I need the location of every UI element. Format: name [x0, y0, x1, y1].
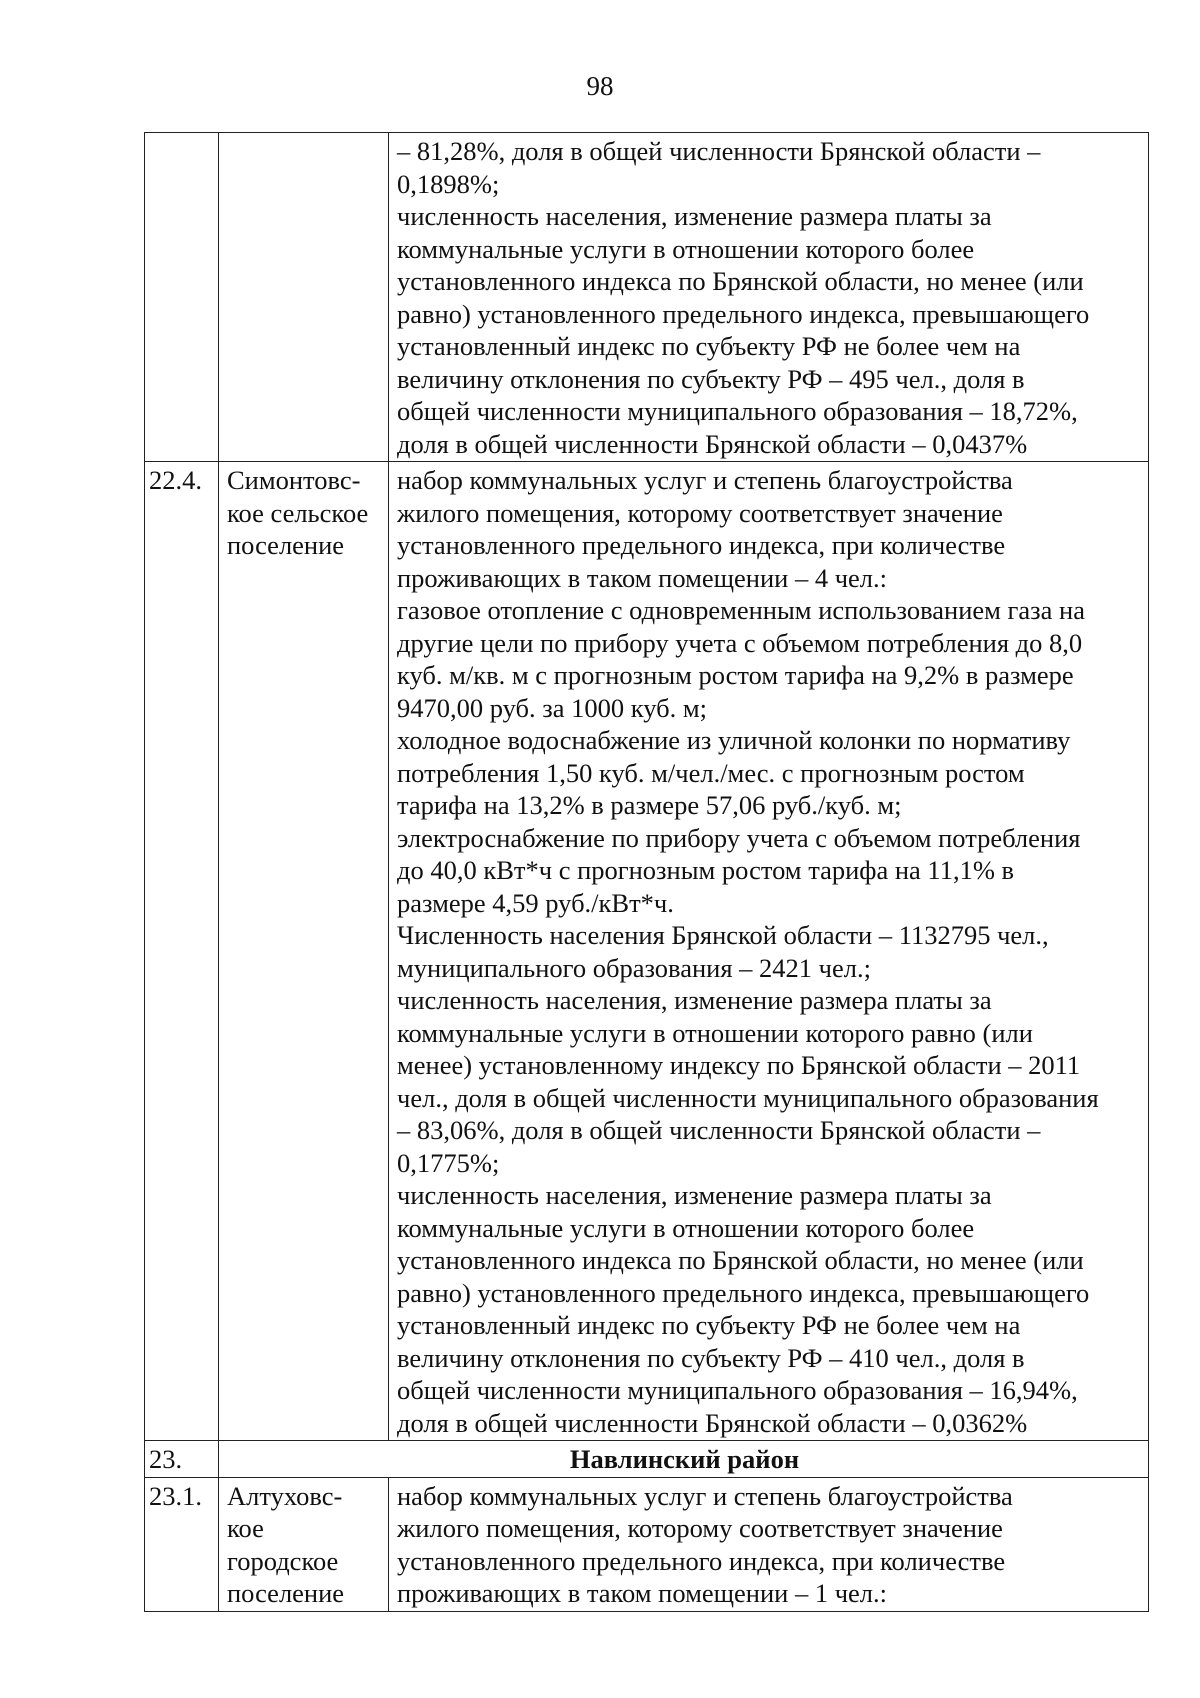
text-line: до 40,0 кВт*ч с прогнозным ростом тарифа на 11,1% в	[397, 855, 1015, 885]
table-row-continuation	[145, 133, 1149, 462]
table-row-23-heading	[145, 1441, 1149, 1478]
text-line: установленного предельного индекса, при количестве	[397, 1545, 1006, 1576]
text-line: жилого помещения, которому соответствует значение	[397, 1513, 1003, 1543]
municipality-name-line: поселение	[227, 1578, 345, 1608]
row-number: 23.	[145, 1441, 219, 1478]
text-line: установленного предельного индекса, при количестве	[397, 530, 1006, 560]
text-line: муниципального образования – 2421 чел.;	[397, 952, 871, 983]
text-line: менее) установленному индексу по Брянской области – 2011	[397, 1050, 1081, 1080]
municipality-cell	[219, 462, 389, 1441]
text-line: равно) установленного предельного индекса, превышающего	[397, 298, 1090, 329]
text-line: установленного индекса по Брянской области, но менее (или	[397, 1245, 1084, 1275]
text-line: общей численности муниципального образования – 18,72%,	[397, 396, 1078, 426]
text-line: тарифа на 13,2% в размере 57,06 руб./куб. м;	[397, 790, 902, 820]
text-line: коммунальные услуги в отношении которого более	[397, 233, 975, 264]
description-cell	[389, 133, 1149, 462]
tariff-table	[144, 132, 1149, 1612]
text-line: жилого помещения, которому соответствует значение	[397, 497, 1003, 528]
text-line: коммунальные услуги в отношении которого равно (или	[397, 1017, 1033, 1048]
text-line: куб. м/кв. м с прогнозным ростом тарифа на 9,2% в размере	[397, 660, 1074, 690]
row-number-cell	[145, 133, 219, 462]
text-line: численность населения, изменение размера платы за	[397, 201, 992, 231]
text-line: размере 4,59 руб./кВт*ч.	[397, 887, 674, 918]
text-line: равно) установленного предельного индекса, превышающего	[397, 1277, 1090, 1308]
text-line: величину отклонения по субъекту РФ – 495 чел., доля в	[397, 363, 1025, 394]
text-line: – 83,06%, доля в общей численности Брянской области –	[397, 1115, 1041, 1145]
text-line: проживающих в таком помещении – 1 чел.:	[397, 1578, 888, 1608]
text-line: численность населения, изменение размера платы за	[397, 985, 992, 1015]
text-line: другие цели по прибору учета с объемом потребления до 8,0	[397, 627, 1083, 658]
municipality-name-line: кое	[227, 1513, 264, 1543]
text-line: 0,1775%;	[397, 1147, 500, 1178]
municipality-name-line: городское	[227, 1545, 339, 1576]
text-line: набор коммунальных услуг и степень благоустройства	[397, 465, 1013, 495]
text-line: величину отклонения по субъекту РФ – 410 чел., доля в	[397, 1342, 1025, 1373]
text-line: установленного индекса по Брянской области, но менее (или	[397, 266, 1084, 296]
municipality-cell	[219, 133, 389, 462]
text-line: чел., доля в общей численности муниципального образования	[397, 1082, 1099, 1113]
description-cell	[389, 462, 1149, 1441]
row-number: 22.4.	[145, 462, 219, 1441]
row-number: 23.1.	[145, 1477, 219, 1611]
text-line: электроснабжение по прибору учета с объемом потребления	[397, 822, 1081, 853]
text-line: установленный индекс по субъекту РФ не более чем на	[397, 1310, 1021, 1340]
text-line: доля в общей численности Брянской области – 0,0437%	[397, 428, 1028, 459]
table-row-22-4	[145, 462, 1149, 1441]
table-row-23-1	[145, 1477, 1149, 1611]
text-line: – 81,28%, доля в общей численности Брянской области –	[397, 136, 1041, 166]
text-line: потребления 1,50 куб. м/чел./мес. с прогнозным ростом	[397, 757, 1025, 788]
text-line: набор коммунальных услуг и степень благоустройства	[397, 1480, 1013, 1511]
text-line: общей численности муниципального образования – 16,94%,	[397, 1375, 1078, 1405]
text-line: численность населения, изменение размера платы за	[397, 1180, 992, 1210]
text-line: Численность населения Брянской области – 1132795 чел.,	[397, 920, 1049, 950]
municipality-name-line: Алтуховс-	[227, 1480, 343, 1511]
municipality-cell	[219, 1477, 389, 1611]
text-line: 0,1898%;	[397, 168, 500, 199]
text-line: холодное водоснабжение из уличной колонки по нормативу	[397, 725, 1071, 755]
text-line: установленный индекс по субъекту РФ не более чем на	[397, 331, 1021, 361]
municipality-name-line: поселение	[227, 530, 345, 560]
municipality-name-line: кое сельское	[227, 497, 369, 528]
text-line: проживающих в таком помещении – 4 чел.:	[397, 562, 888, 593]
text-line: доля в общей численности Брянской области – 0,0362%	[397, 1407, 1028, 1438]
text-line: коммунальные услуги в отношении которого более	[397, 1212, 975, 1243]
municipality-name-line: Симонтовс-	[227, 465, 361, 495]
page-number: 98	[586, 71, 614, 101]
description-cell	[389, 1477, 1149, 1611]
text-line: газовое отопление с одновременным использованием газа на	[397, 595, 1085, 625]
text-line: 9470,00 руб. за 1000 куб. м;	[397, 692, 708, 723]
district-heading: Навлинский район	[219, 1441, 1149, 1478]
